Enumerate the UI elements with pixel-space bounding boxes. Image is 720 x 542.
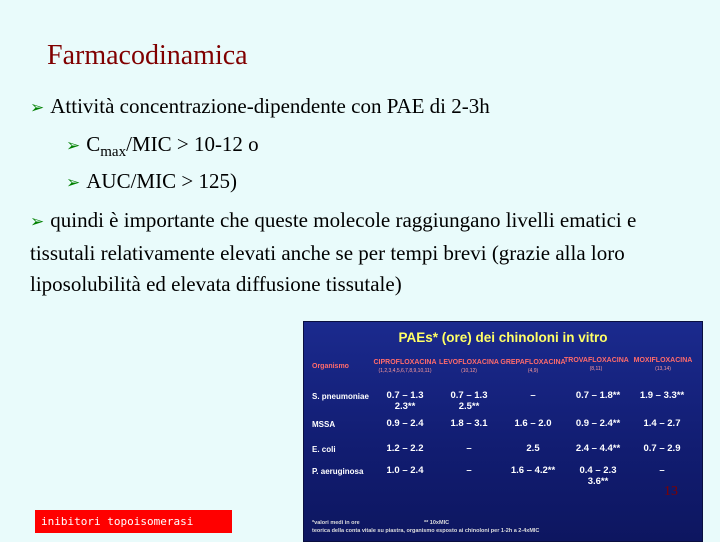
table-header-cipro: CIPROFLOXACINA (1,2,3,4,5,6,7,8,9,10,11) [373, 359, 437, 374]
bullet-4-text: quindi è importante che queste molecole raggiungano livelli ematici e tissutali relativamente elevati anche se per tempi brevi (grazie alla loro liposolubilità ed elevata diffusione tissutale) [30, 208, 637, 296]
quinolone-pae-table [303, 321, 703, 542]
table-cell: 1.0 – 2.4 [386, 465, 424, 476]
arrow-bullet-icon: ➢ [66, 173, 81, 193]
bullet-1 [30, 94, 490, 121]
table-cell: 0.9 – 2.4 [386, 418, 424, 429]
table-cell: 2.5 [526, 443, 540, 454]
page-number: 13 [664, 484, 678, 499]
table-cell: 2.4 – 4.4** [575, 443, 621, 454]
table-cell: 0.7 – 1.3 2.5** [450, 390, 488, 412]
table-cell: – [466, 465, 472, 476]
table-cell: – [530, 390, 536, 401]
table-cell: 1.6 – 2.0 [514, 418, 552, 429]
table-cell: 0.7 – 1.8** [575, 390, 621, 401]
arrow-bullet-icon: ➢ [66, 136, 81, 156]
footnote-2: ** 10xMIC [424, 520, 450, 526]
table-cell: – [659, 465, 665, 476]
bullet-4 [30, 205, 690, 300]
table-row-organism: MSSA [312, 420, 336, 429]
table-cell: 1.6 – 4.2** [510, 465, 556, 476]
bullet-1-text: Attività concentrazione-dipendente con PAE di 2-3h [50, 94, 490, 118]
table-cell: 1.9 – 3.3** [639, 390, 685, 401]
arrow-bullet-icon: ➢ [30, 212, 45, 232]
table-cell: 1.2 – 2.2 [386, 443, 424, 454]
bullet-2-text: /MIC > 10-12 o [126, 132, 259, 156]
footer-tag: inibitori topoisomerasi [35, 510, 232, 533]
footnote-3: teorica della conta vitale su piastra, organismo esposto ai chinoloni per 1-2h a 2-4xMIC [312, 528, 540, 534]
table-header-moxi: MOXIFLOXACINA (13,14) [633, 357, 693, 372]
table-header-trova: TROVAFLOXACINA (8,11) [564, 357, 629, 372]
table-header-levo: LEVOFLOXACINA (10,12) [439, 359, 499, 374]
table-cell: – [466, 443, 472, 454]
table-row-organism: P. aeruginosa [312, 467, 364, 476]
cmax-c: C [86, 132, 101, 156]
table-header-organismo: Organismo [312, 363, 349, 370]
table-cell: 0.9 – 2.4** [575, 418, 621, 429]
table-row-organism: S. pneumoniae [312, 392, 369, 401]
cmax-sub: max [100, 144, 127, 160]
table-cell: 0.7 – 1.3 2.3** [386, 390, 424, 412]
bullet-2 [66, 132, 259, 159]
footnote-1: *valori medi in ore [312, 520, 360, 526]
table-title: PAEs* (ore) dei chinoloni in vitro [398, 330, 608, 345]
table-cell: 0.4 – 2.3 3.6** [579, 465, 617, 487]
table-header-grepa: GREPAFLOXACINA (4,9) [500, 359, 566, 374]
slide-title: Farmacodinamica [47, 40, 248, 71]
table-cell: 1.8 – 3.1 [450, 418, 488, 429]
bullet-3 [66, 169, 237, 196]
table-cell: 0.7 – 2.9 [643, 443, 681, 454]
arrow-bullet-icon: ➢ [30, 98, 45, 118]
bullet-3-text: AUC/MIC > 125) [86, 169, 237, 193]
table-cell: 1.4 – 2.7 [643, 418, 681, 429]
table-row-organism: E. coli [312, 445, 336, 454]
